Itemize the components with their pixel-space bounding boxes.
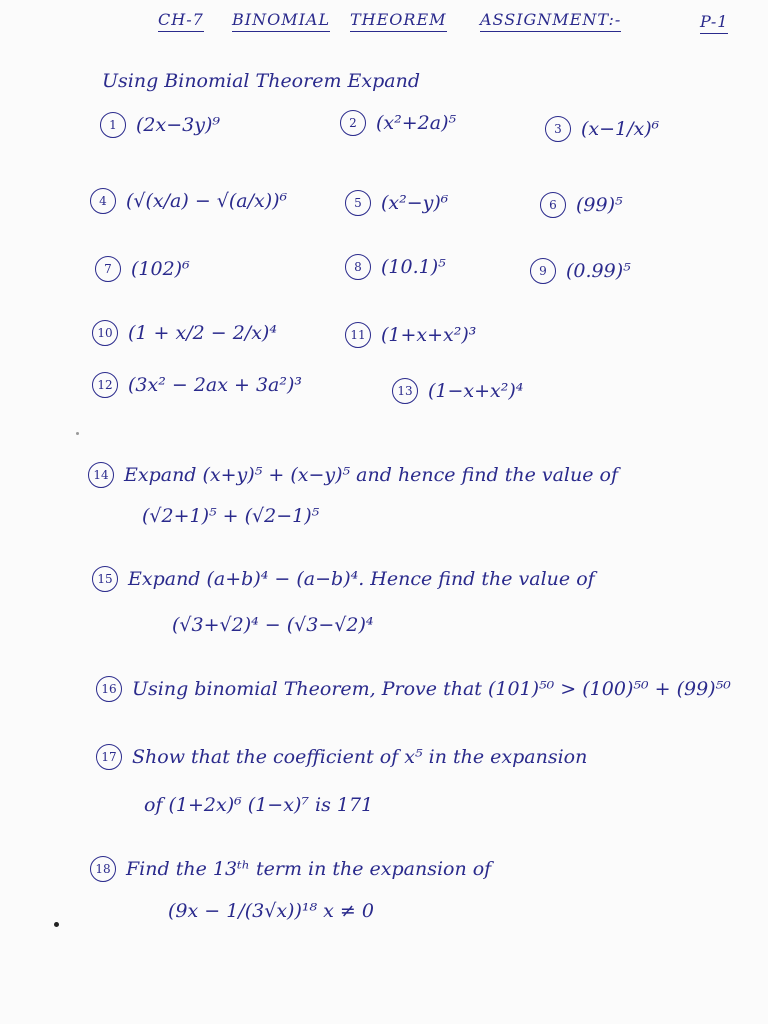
question-number: 17	[96, 744, 122, 770]
question-text: (99)⁵	[576, 194, 623, 216]
question-text: (x²+2a)⁵	[376, 112, 457, 134]
intro-text: Using Binomial Theorem Expand	[102, 70, 420, 92]
question-number: 10	[92, 320, 118, 346]
question-16	[96, 676, 731, 702]
page-number: P-1	[700, 12, 728, 34]
question-text: (x−1/x)⁶	[581, 118, 660, 140]
question-15	[92, 566, 595, 592]
question-12	[92, 372, 302, 398]
chapter-label: CH-7	[158, 10, 204, 32]
question-text: Expand (a+b)⁴ − (a−b)⁴. Hence find the value of	[128, 568, 595, 590]
question-number: 16	[96, 676, 122, 702]
question-number: 1	[100, 112, 126, 138]
question-5	[345, 190, 448, 216]
question-number: 12	[92, 372, 118, 398]
question-number: 13	[392, 378, 418, 404]
question-8	[345, 254, 446, 280]
question-6	[540, 192, 623, 218]
ink-dot	[76, 432, 79, 435]
question-text: Find the 13ᵗʰ term in the expansion of	[126, 858, 492, 880]
question-text: (1+x+x²)³	[381, 324, 477, 346]
question-text: (x²−y)⁶	[381, 192, 449, 214]
question-4	[90, 188, 287, 214]
question-text: (102)⁶	[131, 258, 190, 280]
question-text: (10.1)⁵	[381, 256, 446, 278]
question-text: Show that the coefficient of x⁵ in the expansion	[132, 746, 588, 768]
question-number: 15	[92, 566, 118, 592]
question-number: 7	[95, 256, 121, 282]
question-1	[100, 112, 220, 138]
question-3	[545, 116, 659, 142]
question-10	[92, 320, 277, 346]
question-text: (1 + x/2 − 2/x)⁴	[128, 322, 277, 344]
question-text: (2x−3y)⁹	[136, 114, 220, 136]
question-14	[88, 462, 618, 488]
question-18-expression: (9x − 1/(3√x))¹⁸ x ≠ 0	[168, 900, 374, 922]
title-assignment: ASSIGNMENT:-	[480, 10, 621, 32]
question-number: 2	[340, 110, 366, 136]
question-number: 8	[345, 254, 371, 280]
question-text: Expand (x+y)⁵ + (x−y)⁵ and hence find the value of	[124, 464, 618, 486]
title-binomial: BINOMIAL	[232, 10, 330, 32]
question-17	[96, 744, 587, 770]
question-9	[530, 258, 631, 284]
question-number: 5	[345, 190, 371, 216]
question-13	[392, 378, 523, 404]
question-2	[340, 110, 456, 136]
question-number: 4	[90, 188, 116, 214]
question-11	[345, 322, 476, 348]
question-17-continuation: of (1+2x)⁶ (1−x)⁷ is 171	[144, 794, 374, 816]
question-number: 9	[530, 258, 556, 284]
question-number: 6	[540, 192, 566, 218]
question-text: (3x² − 2ax + 3a²)³	[128, 374, 303, 396]
question-number: 14	[88, 462, 114, 488]
question-text: (1−x+x²)⁴	[428, 380, 524, 402]
question-text: (√(x/a) − √(a/x))⁶	[126, 190, 288, 212]
question-15-value: (√3+√2)⁴ − (√3−√2)⁴	[172, 614, 374, 636]
ink-dot	[54, 922, 59, 927]
question-text: (0.99)⁵	[566, 260, 631, 282]
question-18	[90, 856, 491, 882]
question-number: 18	[90, 856, 116, 882]
question-text: Using binomial Theorem, Prove that (101)⁵⁰ > (100)⁵⁰ + (99)⁵⁰	[132, 678, 731, 700]
title-theorem: THEOREM	[350, 10, 447, 32]
question-7	[95, 256, 190, 282]
question-number: 3	[545, 116, 571, 142]
question-14-value: (√2+1)⁵ + (√2−1)⁵	[142, 505, 320, 527]
question-number: 11	[345, 322, 371, 348]
